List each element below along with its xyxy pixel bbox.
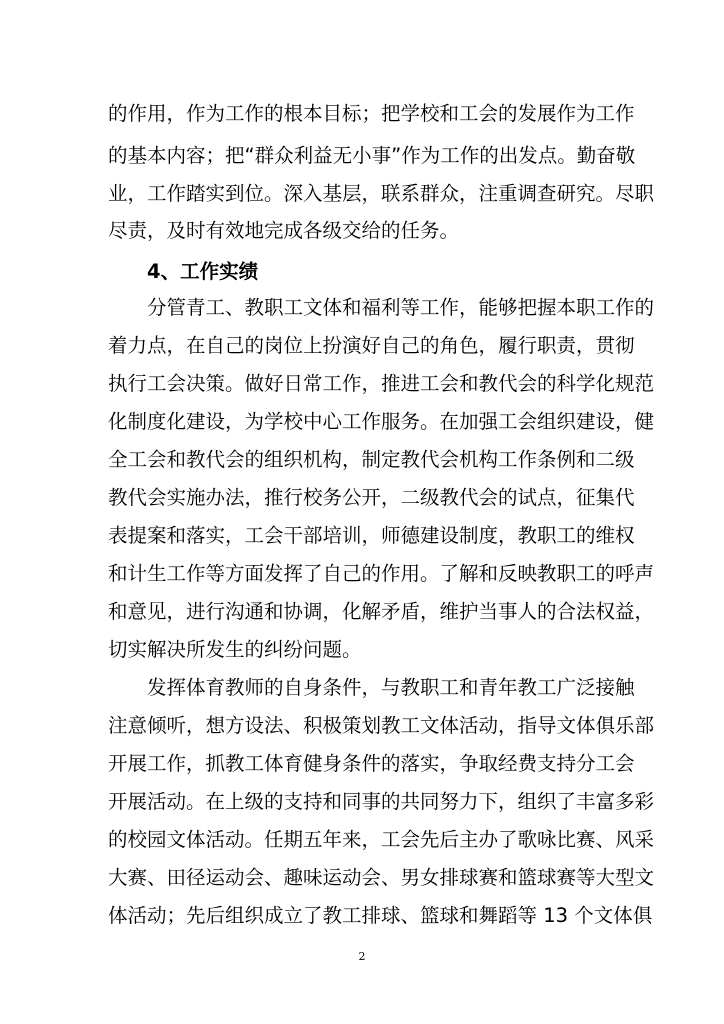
page-number: 2 [358, 950, 366, 963]
body-text-line: 和意见，进行沟通和协调，化解矛盾，维护当事人的合法权益， [108, 600, 655, 623]
body-text-line: 开展工作，抓教工体育健身条件的落实，争取经费支持分工会 [108, 752, 635, 775]
body-text-line: 教代会实施办法，推行校务公开，二级教代会的试点，征集代 [108, 486, 635, 509]
body-text-line: 化制度化建设，为学校中心工作服务。在加强工会组织建设，健 [108, 410, 655, 433]
body-text-line: 业，工作踏实到位。深入基层，联系群众，注重调查研究。尽职 [108, 182, 655, 205]
body-text-line: 分管青工、教职工文体和福利等工作，能够把握本职工作的 [147, 296, 655, 319]
body-text-line: 体活动；先后组织成立了教工排球、篮球和舞蹈等 13 个文体俱 [108, 904, 653, 927]
body-text-line: 发挥体育教师的自身条件，与教职工和青年教工广泛接触 [147, 676, 635, 699]
body-text-line: 大赛、田径运动会、趣味运动会、男女排球赛和篮球赛等大型文 [108, 866, 655, 889]
body-text-line: 的作用，作为工作的根本目标；把学校和工会的发展作为工作 [108, 102, 635, 125]
section-heading: 4、工作实绩 [147, 260, 259, 283]
body-text-line: 的校园文体活动。任期五年来，工会先后主办了歌咏比赛、风采 [108, 828, 655, 851]
body-text-line: 注意倾听，想方设法、积极策划教工文体活动，指导文体俱乐部 [108, 714, 655, 737]
body-text-line: 尽责，及时有效地完成各级交给的任务。 [108, 219, 460, 242]
body-text-line: 的基本内容；把“群众利益无小事”作为工作的出发点。勤奋敬 [108, 144, 636, 167]
body-text-line: 表提案和落实，工会干部培训，师德建设制度，教职工的维权 [108, 524, 635, 547]
body-text-line: 切实解决所发生的纠纷问题。 [108, 638, 362, 661]
body-text-line: 开展活动。在上级的支持和同事的共同努力下，组织了丰富多彩 [108, 790, 655, 813]
body-text-line: 着力点，在自己的岗位上扮演好自己的角色，履行职责，贯彻 [108, 334, 635, 357]
body-text-line: 全工会和教代会的组织机构，制定教代会机构工作条例和二级 [108, 448, 635, 471]
body-text-line: 执行工会决策。做好日常工作，推进工会和教代会的科学化规范 [108, 372, 655, 395]
body-text-line: 和计生工作等方面发挥了自己的作用。了解和反映教职工的呼声 [108, 562, 655, 585]
